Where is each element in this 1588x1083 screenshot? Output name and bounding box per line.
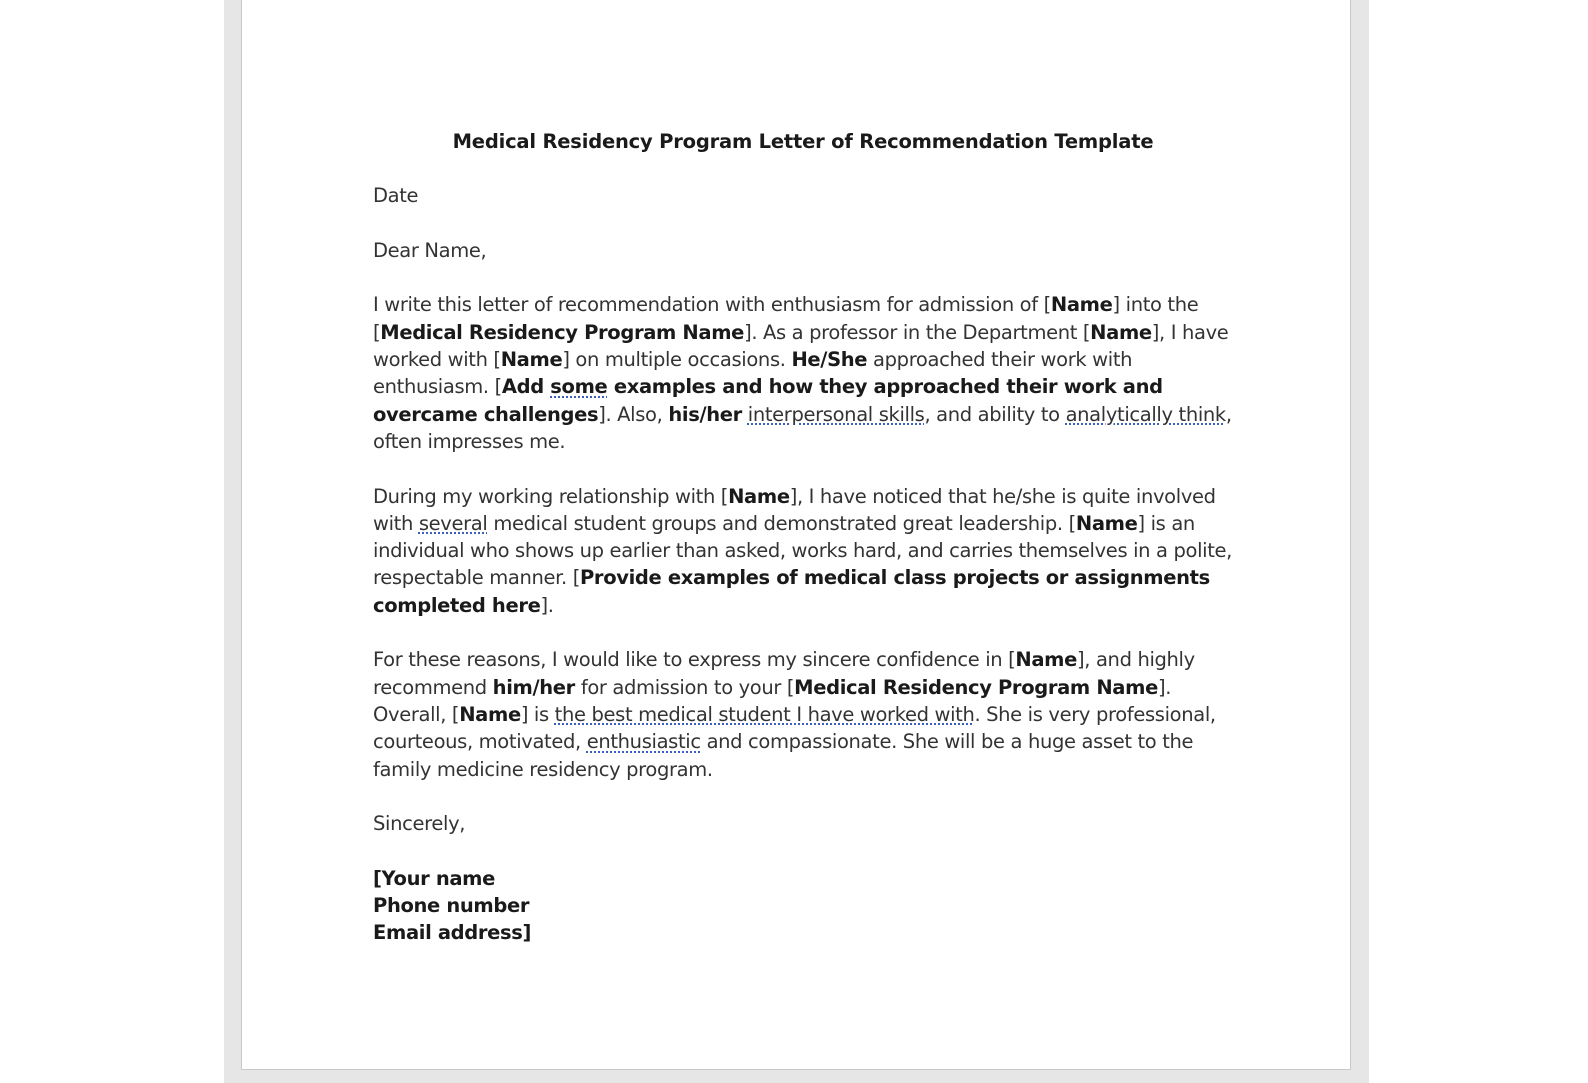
name-placeholder: Name xyxy=(728,484,790,508)
grammar-flag[interactable]: some xyxy=(550,375,608,399)
instruction-placeholder: Provide examples of medical class projects or assignments completed here xyxy=(373,566,1210,617)
document-page[interactable] xyxy=(241,0,1351,1070)
signature-email: Email address] xyxy=(373,921,532,945)
grammar-flag[interactable]: enthusiastic xyxy=(586,730,701,754)
document-title: Medical Residency Program Letter of Recommendation Template xyxy=(452,130,1154,153)
name-placeholder: Name xyxy=(500,348,563,372)
signature-name: [Your name xyxy=(373,866,496,890)
pronoun-placeholder: He/She xyxy=(791,348,868,372)
program-placeholder: Medical Residency Program Name xyxy=(794,675,1158,699)
program-placeholder: Medical Residency Program Name xyxy=(380,320,745,344)
name-placeholder: Name xyxy=(459,702,521,726)
grammar-flag[interactable]: several xyxy=(418,511,488,535)
signature-phone: Phone number xyxy=(373,894,530,918)
paragraph-3: For these reasons, I would like to express my sincere confidence in [Name], and highly recommend him/her for admission to your [Medical Residency Program Name]. Overall, [Name] is the best medical student I have worked with. She is very professional, courteous, motivated, enthusiastic and compassionate. She will be a huge asset to the family medicine residency program. xyxy=(373,648,1216,781)
instruction-placeholder: Add some examples and how they approached their work and overcame challenges xyxy=(373,375,1163,426)
name-placeholder: Name xyxy=(1015,648,1077,672)
paragraph-1: I write this letter of recommendation with enthusiasm for admission of [Name] into the [Medical Residency Program Name]. As a professor in the Department [Name], I have worked with [Name] on multiple occasions. He/She approached their work with enthusiasm. [Add some examples and how they approached their work and overcame challenges]. Also, his/her interpersonal skills, and ability to analytically think, often impresses me. xyxy=(373,293,1232,453)
signature-block xyxy=(373,865,1233,947)
grammar-flag[interactable]: interpersonal skills xyxy=(747,402,925,426)
grammar-flag[interactable]: the best medical student I have worked with xyxy=(554,702,975,726)
grammar-flag[interactable]: analytically think xyxy=(1065,402,1226,426)
closing: Sincerely, xyxy=(373,812,466,836)
name-placeholder: Name xyxy=(1075,511,1138,535)
paragraph-2: During my working relationship with [Name], I have noticed that he/she is quite involved with several medical student groups and demonstrated great leadership. [Name] is an individual who shows up earlier than asked, works hard, and carries themselves in a polite, respectable manner. [Provide examples of medical class projects or assignments completed here]. xyxy=(373,484,1233,617)
name-placeholder: Name xyxy=(1050,293,1113,317)
date-line: Date xyxy=(373,184,419,208)
document-body[interactable] xyxy=(373,128,1233,974)
pronoun-placeholder: his/her xyxy=(668,402,742,426)
name-placeholder: Name xyxy=(1090,320,1152,344)
salutation: Dear Name, xyxy=(373,238,487,262)
pronoun-placeholder: him/her xyxy=(492,675,575,699)
